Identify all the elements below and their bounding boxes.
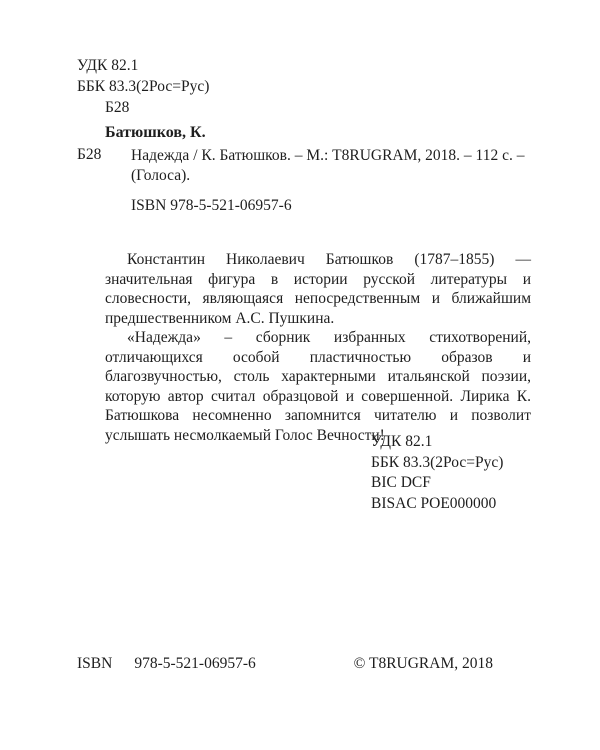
header-author-code: Б28 bbox=[105, 99, 130, 116]
record-bibliographic-description: Надежда / К. Батюшков. – М.: T8RUGRAM, 2018. – 112 с. – (Голоса). bbox=[131, 147, 525, 184]
header-udk: УДК 82.1 bbox=[77, 57, 139, 74]
classification-block bbox=[371, 432, 503, 514]
classification-bbk: ББК 83.3(2Рос=Рус) bbox=[371, 453, 504, 471]
footer-isbn-number: 978-5-521-06957-6 bbox=[134, 655, 256, 672]
annotation-paragraph-1: Константин Николаевич Батюшков (1787–1855) — значительная фигура в истории русской литературы и словесности, являющаяся непосредственным и ближайшим предшественником А.С. Пушкина. bbox=[105, 251, 531, 327]
footer-isbn-label: ISBN bbox=[77, 655, 113, 672]
record-isbn: ISBN 978-5-521-06957-6 bbox=[131, 197, 292, 214]
footer-isbn bbox=[77, 655, 256, 673]
classification-udk: УДК 82.1 bbox=[371, 433, 433, 450]
record-code: Б28 bbox=[77, 146, 102, 163]
classification-bisac: BISAC POE000000 bbox=[371, 494, 497, 512]
header-bbk: ББК 83.3(2Рос=Рус) bbox=[77, 78, 210, 95]
footer-copyright: © T8RUGRAM, 2018 bbox=[353, 655, 493, 672]
annotation-paragraph-2: «Надежда» – сборник избранных стихотворений, отличающихся особой пластичностью образов и благозвучностью, столь характерными итальянской поэзии, которую автор считал образцовой и совершенной. Лирика К. Батюшкова несомненно запомнится читателю и позволит услышать несмолкаемый Голос Вечности! bbox=[105, 329, 531, 444]
classification-bic: BIC DCF bbox=[371, 474, 431, 491]
record-author: Батюшков, К. bbox=[105, 124, 206, 141]
annotation bbox=[105, 250, 531, 445]
